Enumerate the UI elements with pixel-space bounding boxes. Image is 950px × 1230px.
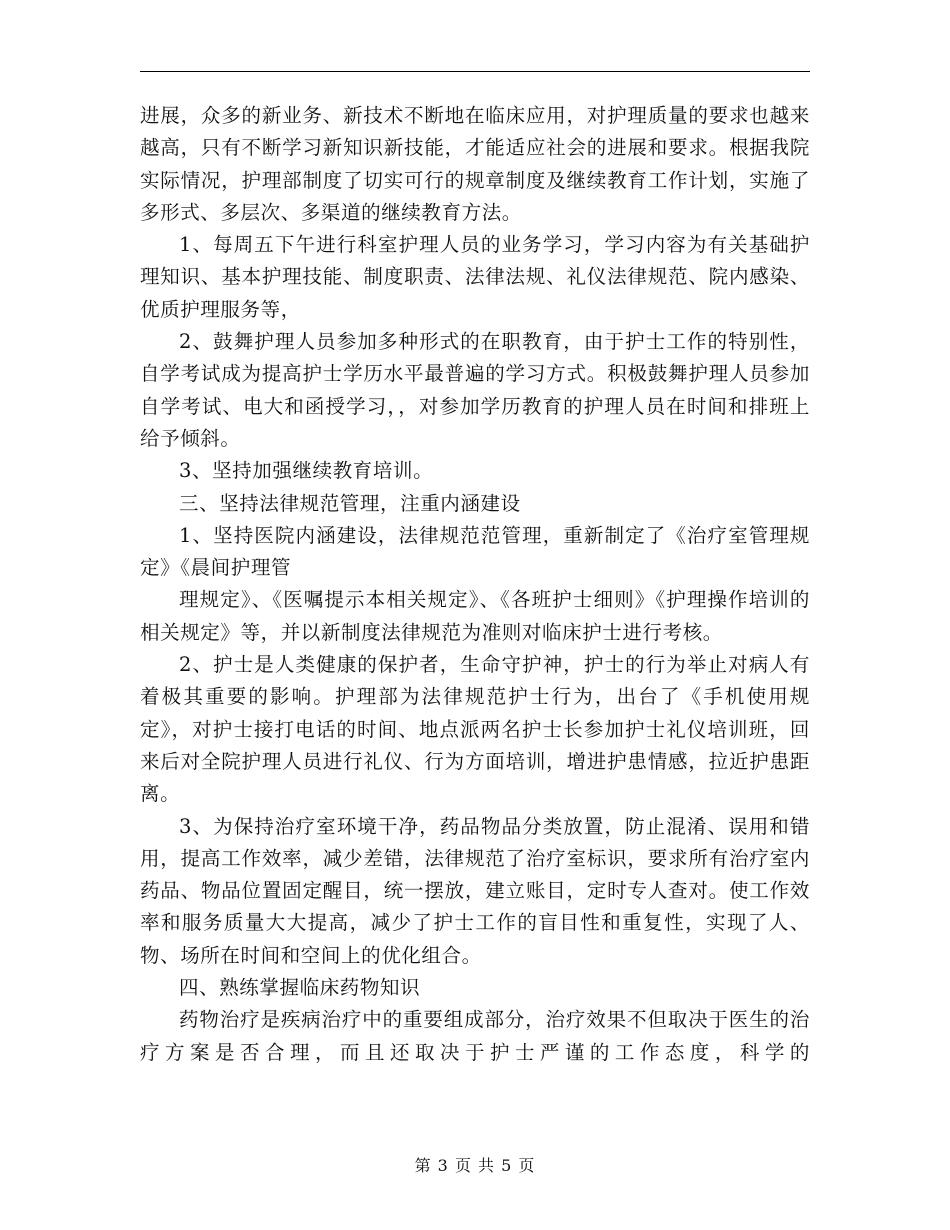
header-rule: [140, 71, 810, 72]
paragraph-section3-item-3: 3、为保持治疗室环境干净，药品物品分类放置，防止混淆、误用和错用，提高工作效率，减少差错，法律规范了治疗室标识，要求所有治疗室内药品、物品位置固定醒目，统一摆放，建立账目，定时专人查对。使工作效率和服务质量大大提高，减少了护士工作的盲目性和重复性，实现了人、物、场所在时间和空间上的优化组合。: [140, 814, 810, 967]
paragraph-item-2: 2、鼓舞护理人员参加多种形式的在职教育，由于护士工作的特别性，自学考试成为提高护士学历水平最普遍的学习方式。积极鼓舞护理人员参加自学考试、电大和函授学习，，对参加学历教育的护理人员在时间和排班上给予倾斜。: [140, 330, 810, 450]
paragraph-item-1: 1、每周五下午进行科室护理人员的业务学习，学习内容为有关基础护理知识、基本护理技能、制度职责、法律法规、礼仪法律规范、院内感染、优质护理服务等，: [140, 233, 810, 321]
paragraph-section3-item-2: 2、护士是人类健康的保护者，生命守护神，护士的行为举止对病人有着极其重要的影响。护理部为法律规范护士行为，出台了《手机使用规定》，对护士接打电话的时间、地点派两名护士长参加护士礼仪培训班，回来后对全院护理人员进行礼仪、行为方面培训，增进护患情感，拉近护患距离。: [140, 653, 810, 806]
paragraph-section4-body: 药物治疗是疾病治疗中的重要组成部分，治疗效果不但取决于医生的治疗方案是否合理，而且还取决于护士严谨的工作态度，科学的: [140, 1008, 810, 1064]
section-heading-4: 四、熟练掌握临床药物知识: [179, 976, 421, 1000]
section-heading-3: 三、坚持法律规范管理，注重内涵建设: [179, 491, 521, 515]
paragraph-section3-item-1: 1、坚持医院内涵建设，法律规范范管理，重新制定了《治疗室管理规定》《晨间护理管: [140, 523, 810, 580]
paragraph-item-3: 3、坚持加强继续教育培训。: [179, 459, 434, 483]
paragraph-section3-item-1-continued: 理规定》、《医嘱提示本相关规定》、《各班护士细则》《护理操作培训的相关规定》等，并以新制度法律规范为准则对临床护士进行考核。: [140, 588, 810, 644]
document-body: [140, 100, 810, 1069]
paragraph-intro-continued: 进展，众多的新业务、新技术不断地在临床应用，对护理质量的要求也越来越高，只有不断学习新知识新技能，才能适应社会的进展和要求。根据我院实际情况，护理部制度了切实可行的规章制度及继续教育工作计划，实施了多形式、多层次、多渠道的继续教育方法。: [140, 104, 810, 224]
page-number-footer: 第 3 页 共 5 页: [414, 1156, 536, 1175]
